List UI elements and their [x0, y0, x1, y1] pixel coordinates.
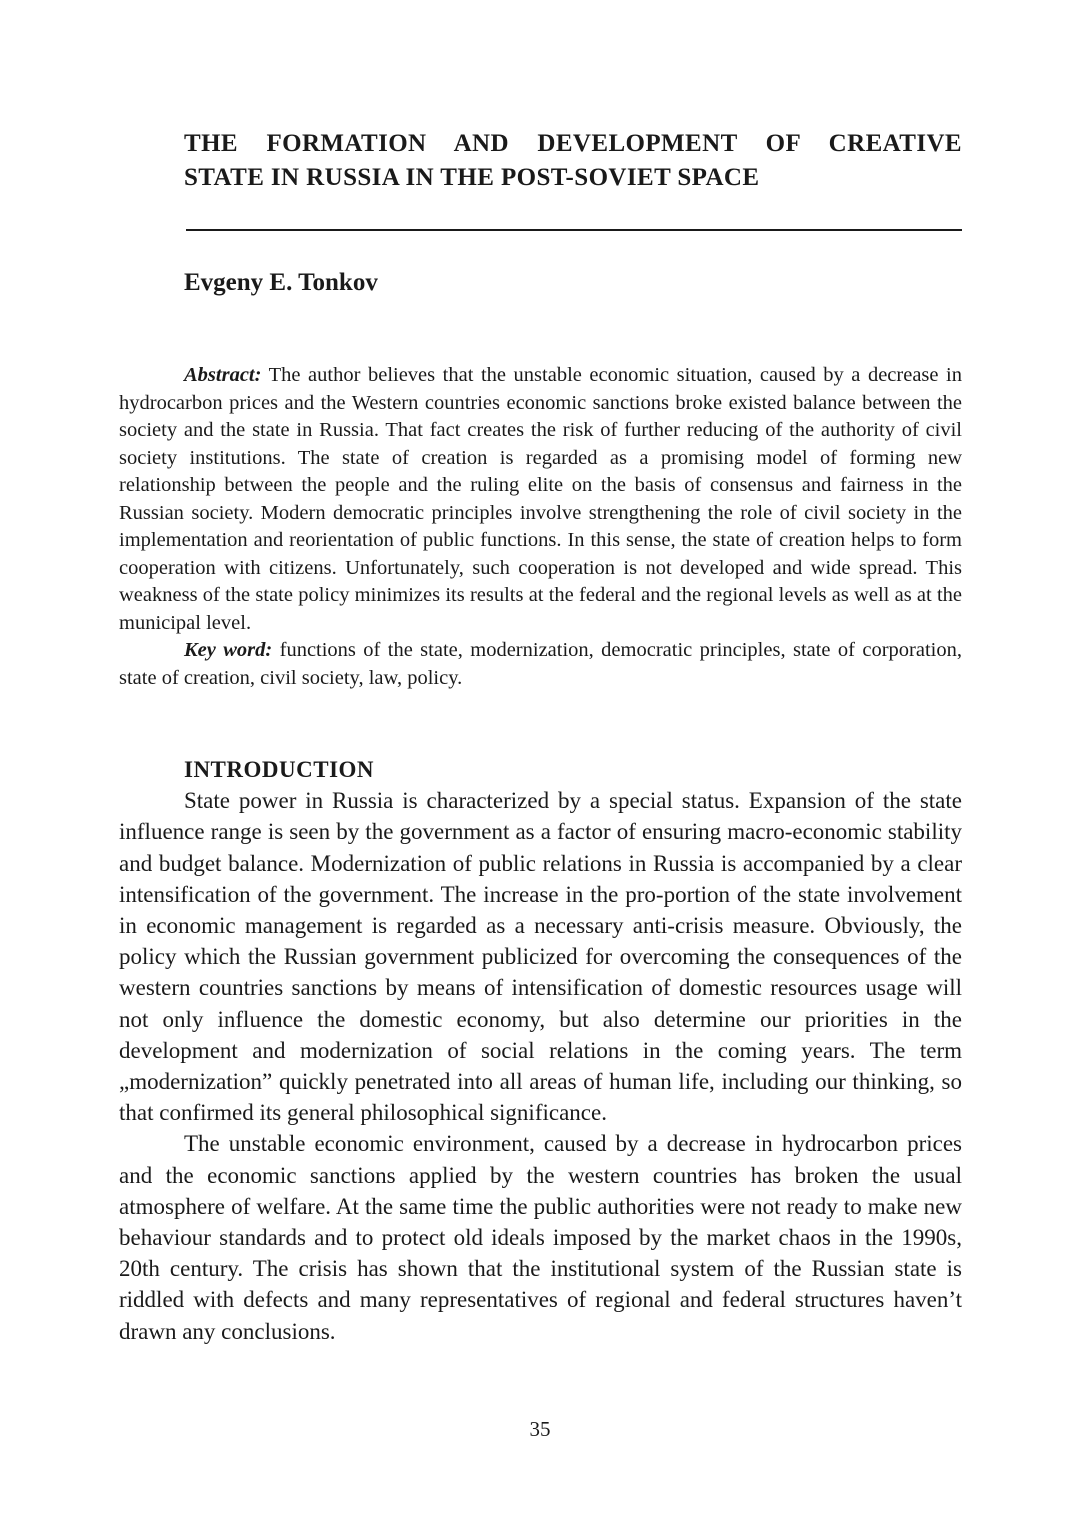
abstract-paragraph	[119, 362, 962, 637]
abstract-text: The author believes that the unstable economic situation, caused by a decrease in hydrocarbon prices and the Western countries economic sanctions broke existed balance between the society and the state in Russia. That fact creates the risk of further reducing of the authority of civil society institutions. The state of creation is regarded as a promising model of forming new relationship between the people and the ruling elite on the basis of consensus and fairness in the Russian society. Modern democratic principles involve strengthening the role of civil society in the implementation and reorientation of public functions. In this sense, the state of creation helps to form cooperation with citizens. Unfortunately, such cooperation is not developed and wide spread. This weakness of the state policy minimizes its results at the federal and the regional levels as well as at the municipal level.	[119, 364, 962, 634]
introduction-paragraph-2: The unstable economic environment, caused by a decrease in hydrocarbon prices and the economic sanctions applied by the western countries has broken the usual atmosphere of welfare. At the same time the public authorities were not ready to make new behaviour standards and to protect old ideals imposed by the market chaos in the 1990s, 20th century. The crisis has shown that the institutional system of the Russian state is riddled with defects and many representatives of regional and federal structures haven’t drawn any conclusions.	[119, 1131, 962, 1344]
introduction-heading: INTRODUCTION	[184, 757, 375, 782]
article-title	[184, 127, 962, 195]
introduction-paragraph-1: State power in Russia is characterized by a special status. Expansion of the state influence range is seen by the government as a factor of ensuring macro-economic stability and budget balance. Modernization of public relations in Russia is accompanied by a clear intensification of the government. The increase in the pro-portion of the state involvement in economic management is regarded as a necessary anti-crisis measure. Obviously, the policy which the Russian government publicized for overcoming the consequences of the western countries sanctions by means of intensification of domestic resources usage will not only influence the domestic economy, but also determine our priorities in the development and modernization of social relations in the coming years. The term „modernization” quickly penetrated into all areas of human life, including our thinking, so that confirmed its general philosophical significance.	[119, 788, 962, 1126]
keywords-text: functions of the state, modernization, democratic principles, state of corporation, state of creation, civil society, law, policy.	[119, 639, 962, 689]
introduction-section	[119, 754, 962, 1347]
abstract-block	[119, 362, 962, 692]
title-divider	[186, 229, 962, 231]
keywords-label: Key word:	[184, 639, 273, 661]
abstract-label: Abstract:	[184, 364, 262, 386]
article-title-line-2: STATE IN RUSSIA IN THE POST-SOVIET SPACE	[184, 164, 760, 191]
author-name: Evgeny E. Tonkov	[184, 269, 378, 296]
article-title-line-1: THE FORMATION AND DEVELOPMENT OF CREATIVE	[184, 130, 962, 157]
keywords-paragraph	[119, 637, 962, 692]
page-number: 35	[529, 1417, 551, 1441]
